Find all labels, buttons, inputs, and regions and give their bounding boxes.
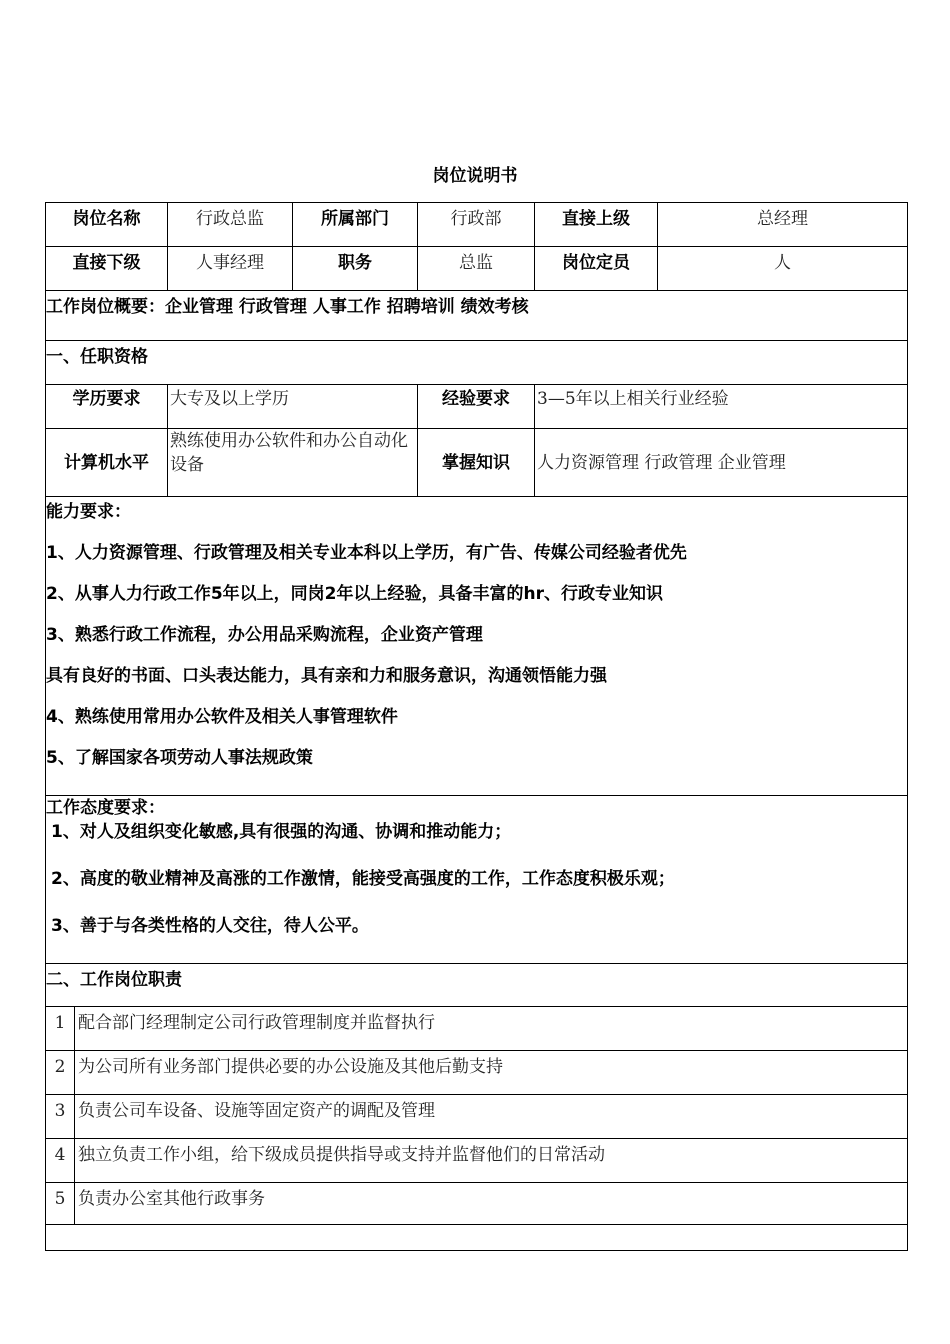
duty-text: 配合部门经理制定公司行政管理制度并监督执行: [75, 1007, 908, 1051]
ability-item: 1、人力资源管理、行政管理及相关专业本科以上学历，有广告、传媒公司经验者优先: [46, 543, 687, 563]
duty-row: [46, 1183, 908, 1225]
duty-row: [46, 1007, 908, 1051]
duty-number: 4: [46, 1139, 75, 1183]
section1-row: [46, 341, 908, 385]
section2-row: [46, 964, 908, 1007]
ability-section: [46, 497, 908, 796]
label-direct-superior: 直接上级: [535, 203, 658, 247]
duty-number: 2: [46, 1051, 75, 1095]
ability-item: 4、熟练使用常用办公软件及相关人事管理软件: [46, 707, 398, 727]
attitude-section: [46, 796, 908, 964]
section2-title: 二、工作岗位职责: [46, 964, 908, 1007]
duty-text: 为公司所有业务部门提供必要的办公设施及其他后勤支持: [75, 1051, 908, 1095]
ability-item: 5、了解国家各项劳动人事法规政策: [46, 748, 313, 768]
duty-text: 负责办公室其他行政事务: [75, 1183, 908, 1225]
attitude-item: 1、对人及组织变化敏感,具有很强的沟通、协调和推动能力；: [51, 822, 512, 842]
ability-title: 能力要求：: [46, 502, 131, 522]
empty-row: [46, 1225, 908, 1251]
value-knowledge: 人力资源管理 行政管理 企业管理: [535, 429, 908, 497]
duty-number: 5: [46, 1183, 75, 1225]
duty-row: [46, 1095, 908, 1139]
label-knowledge: 掌握知识: [418, 429, 535, 497]
attitude-item: 2、高度的敬业精神及高涨的工作激情，能接受高强度的工作，工作态度积极乐观；: [51, 869, 675, 889]
value-headcount: 人: [658, 247, 908, 291]
job-overview: 工作岗位概要：企业管理 行政管理 人事工作 招聘培训 绩效考核: [46, 291, 908, 341]
attitude-item: 3、善于与各类性格的人交往，待人公平。: [51, 916, 369, 936]
value-computer-level: 熟练使用办公软件和办公自动化设备: [168, 429, 418, 497]
value-direct-superior: 总经理: [658, 203, 908, 247]
value-position-name: 行政总监: [168, 203, 293, 247]
duty-text: 独立负责工作小组，给下级成员提供指导或支持并监督他们的日常活动: [75, 1139, 908, 1183]
header-row-2: [46, 247, 908, 291]
ability-item: 2、从事人力行政工作5年以上，同岗2年以上经验，具备丰富的hr、行政专业知识: [46, 584, 663, 604]
attitude-row: [46, 796, 908, 964]
label-duty-title: 职务: [293, 247, 418, 291]
value-education: 大专及以上学历: [168, 385, 418, 429]
label-computer-level: 计算机水平: [46, 429, 168, 497]
overview-row: [46, 291, 908, 341]
duty-row: [46, 1139, 908, 1183]
label-headcount: 岗位定员: [535, 247, 658, 291]
duty-text: 负责公司车设备、设施等固定资产的调配及管理: [75, 1095, 908, 1139]
value-direct-subordinate: 人事经理: [168, 247, 293, 291]
label-department: 所属部门: [293, 203, 418, 247]
ability-item: 具有良好的书面、口头表达能力，具有亲和力和服务意识，沟通领悟能力强: [46, 666, 607, 686]
header-row-1: [46, 203, 908, 247]
label-position-name: 岗位名称: [46, 203, 168, 247]
duty-number: 1: [46, 1007, 75, 1051]
qualification-row-1: [46, 385, 908, 429]
duty-row: [46, 1051, 908, 1095]
value-duty-title: 总监: [418, 247, 535, 291]
section1-title: 一、任职资格: [46, 341, 908, 385]
value-experience: 3—5年以上相关行业经验: [535, 385, 908, 429]
label-experience: 经验要求: [418, 385, 535, 429]
document-title: 岗位说明书: [432, 166, 518, 186]
qualification-row-2: [46, 429, 908, 497]
duty-number: 3: [46, 1095, 75, 1139]
job-description-table: [45, 202, 908, 1251]
ability-item: 3、熟悉行政工作流程，办公用品采购流程，企业资产管理: [46, 625, 483, 645]
value-department: 行政部: [418, 203, 535, 247]
label-education: 学历要求: [46, 385, 168, 429]
empty-cell: [46, 1225, 908, 1251]
label-direct-subordinate: 直接下级: [46, 247, 168, 291]
ability-row: [46, 497, 908, 796]
attitude-title: 工作态度要求：: [46, 798, 165, 818]
